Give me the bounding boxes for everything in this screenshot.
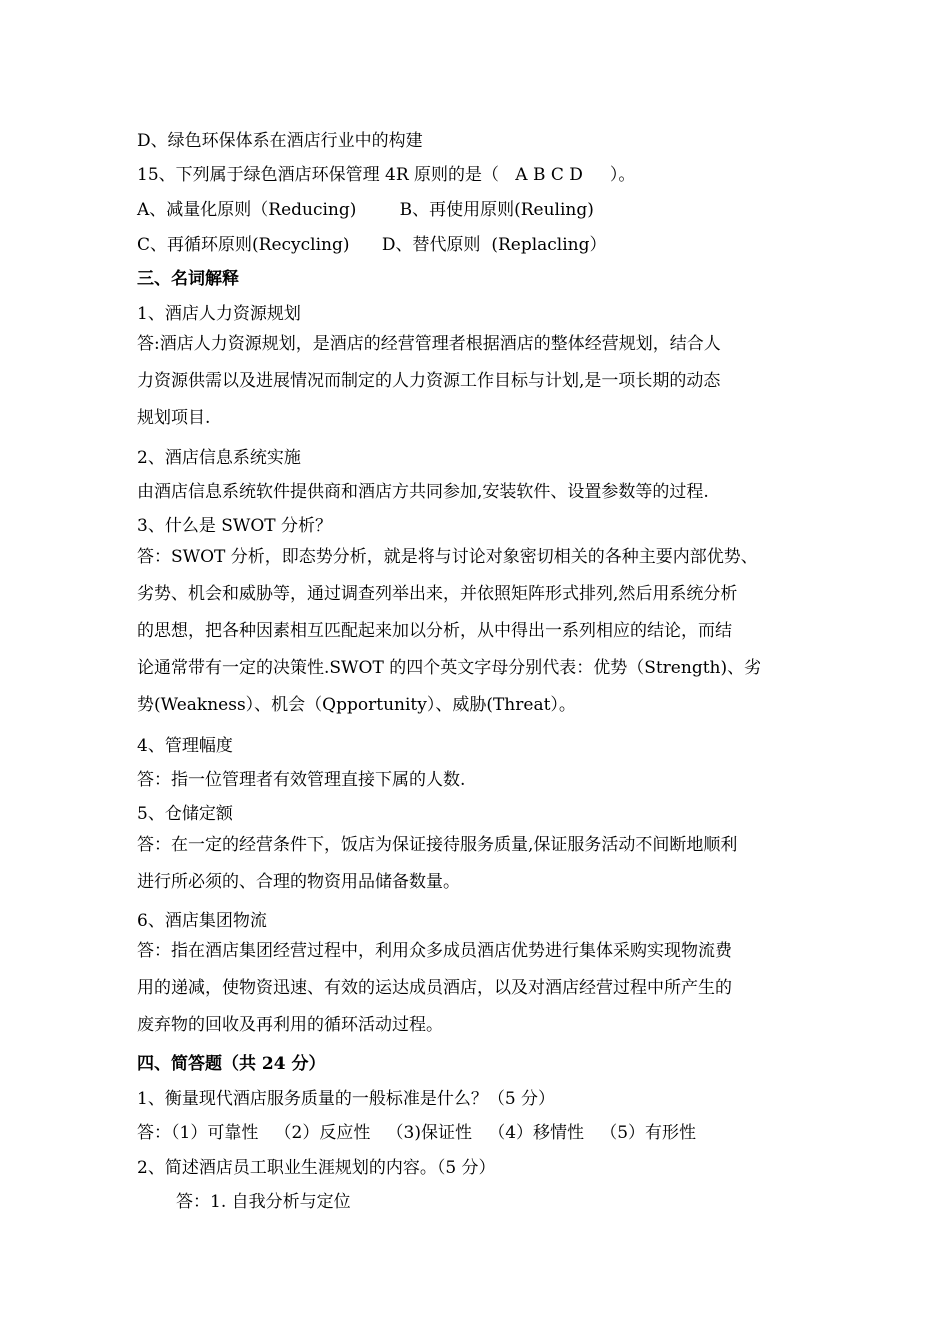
answer-line: 废弃物的回收及再利用的循环活动过程。 — [137, 1015, 443, 1035]
section-4-heading: 四、简答题（共 24 分） — [137, 1054, 326, 1074]
answer-line: 进行所必须的、合理的物资用品储备数量。 — [137, 872, 460, 892]
term-3-title: 3、什么是 SWOT 分析？ — [137, 516, 333, 536]
term-6-title: 6、酒店集团物流 — [137, 911, 267, 931]
answer-line: 的思想，把各种因素相互匹配起来加以分析，从中得出一系列相应的结论，而结 — [137, 621, 732, 641]
term-6-answer — [137, 933, 817, 1044]
section-3-heading: 三、名词解释 — [137, 269, 239, 289]
options-a-b: A、减量化原则（Reducing) B、再使用原则(Reuling) — [137, 200, 594, 220]
question-15: 15、下列属于绿色酒店环保管理 4R 原则的是（ A B C D ）。 — [137, 165, 636, 185]
term-2-title: 2、酒店信息系统实施 — [137, 448, 301, 468]
term-2-answer: 由酒店信息系统软件提供商和酒店方共同参加,安装软件、设置参数等的过程. — [137, 482, 709, 502]
answer-line: 劣势、机会和威胁等，通过调查列举出来，并依照矩阵形式排列,然后用系统分析 — [137, 584, 738, 604]
term-5-title: 5、仓储定额 — [137, 804, 233, 824]
answer-line: 势(Weakness）、机会（Qpportunity）、威胁(Threat）。 — [137, 695, 576, 715]
option-d-line: D、绿色环保体系在酒店行业中的构建 — [137, 131, 423, 151]
answer-line: 力资源供需以及进展情况而制定的人力资源工作目标与计划,是一项长期的动态 — [137, 371, 721, 391]
answer-line: 用的递减，使物资迅速、有效的运达成员酒店，以及对酒店经营过程中所产生的 — [137, 978, 732, 998]
short-answer-1: 答：（1）可靠性 （2）反应性 （3)保证性 （4）移情性 （5）有形性 — [137, 1123, 697, 1143]
answer-line: 规划项目. — [137, 408, 211, 428]
short-question-1: 1、衡量现代酒店服务质量的一般标准是什么？（5 分） — [137, 1089, 556, 1109]
short-question-2: 2、简述酒店员工职业生涯规划的内容。（5 分） — [137, 1158, 496, 1178]
term-4-title: 4、管理幅度 — [137, 736, 233, 756]
answer-line: 答：在一定的经营条件下，饭店为保证接待服务质量,保证服务活动不间断地顺利 — [137, 835, 738, 855]
short-answer-2: 答：1. 自我分析与定位 — [176, 1192, 351, 1212]
answer-line: 答：SWOT 分析，即态势分析，就是将与讨论对象密切相关的各种主要内部优势、 — [137, 547, 758, 567]
answer-line: 论通常带有一定的决策性.SWOT 的四个英文字母分别代表：优势（Strength)、劣 — [137, 658, 762, 678]
options-c-d: C、再循环原则(Recycling) D、替代原则 (Replacling） — [137, 235, 607, 255]
term-4-answer: 答：指一位管理者有效管理直接下属的人数. — [137, 770, 466, 790]
term-3-answer — [137, 539, 817, 724]
answer-line: 答：指在酒店集团经营过程中，利用众多成员酒店优势进行集体采购实现物流费 — [137, 941, 732, 961]
term-5-answer — [137, 827, 817, 901]
answer-line: 答:酒店人力资源规划，是酒店的经营管理者根据酒店的整体经营规划，结合人 — [137, 334, 721, 354]
term-1-answer — [137, 326, 817, 437]
term-1-title: 1、酒店人力资源规划 — [137, 304, 301, 324]
